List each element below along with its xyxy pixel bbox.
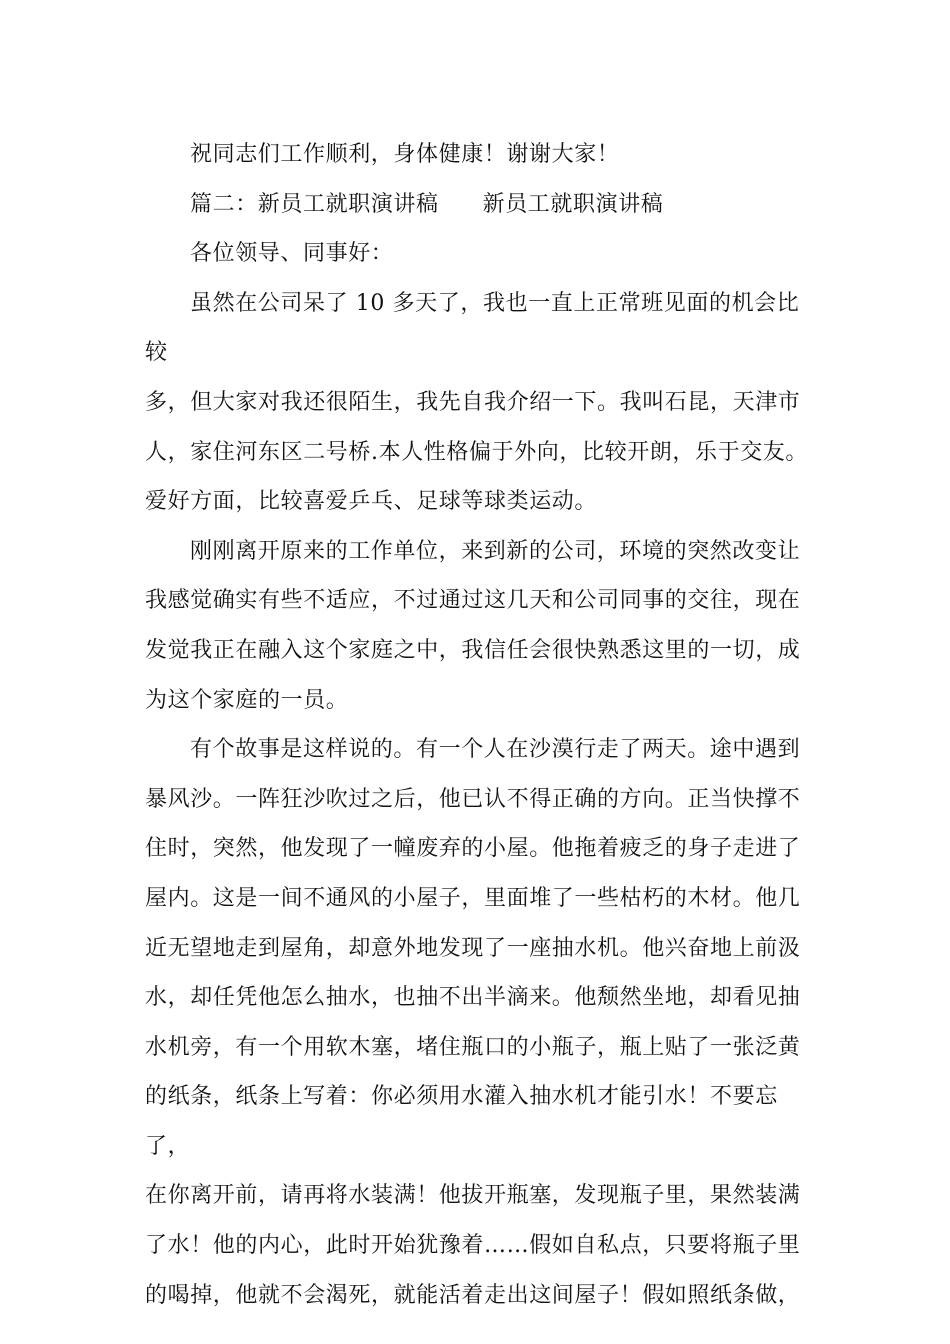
section-heading-title: 篇二：新员工就职演讲稿 bbox=[190, 191, 439, 217]
text-line: 多，但大家对我还很陌生，我先自我介绍一下。我叫石昆，天津市 bbox=[145, 389, 801, 415]
paragraph-story bbox=[145, 725, 817, 1320]
text-line: 的纸条，纸条上写着：你必须用水灌入抽水机才能引水！不要忘了， bbox=[145, 1084, 778, 1159]
text-line: 爱好方面，比较喜爱乒乓、足球等球类运动。 bbox=[145, 489, 598, 515]
paragraph-intro bbox=[145, 279, 817, 527]
text-line: 水，却任凭他怎么抽水，也抽不出半滴来。他颓然坐地，却看见抽 bbox=[145, 985, 801, 1011]
section-heading bbox=[145, 180, 817, 230]
text-line: 发觉我正在融入这个家庭之中，我信任会很快熟悉这里的一切，成 bbox=[145, 637, 801, 663]
text-line: 了水！他的内心，此时开始犹豫着……假如自私点，只要将瓶子里 bbox=[145, 1233, 801, 1259]
text-line: 人，家住河东区二号桥.本人性格偏于外向，比较开朗，乐于交友。 bbox=[145, 439, 808, 465]
text-line: 为这个家庭的一员。 bbox=[145, 687, 349, 713]
text-line: 虽然在公司呆了 10 多天了，我也一直上正常班见面的机会比较 bbox=[145, 290, 800, 366]
closing-line: 祝同志们工作顺利，身体健康！谢谢大家！ bbox=[190, 142, 620, 167]
text-line: 暴风沙。一阵狂沙吹过之后，他已认不得正确的方向。正当快撑不 bbox=[145, 786, 801, 812]
section-heading-subtitle: 新员工就职演讲稿 bbox=[482, 191, 664, 217]
text-line: 的喝掉，他就不会渴死，就能活着走出这间屋子！假如照纸条做， bbox=[145, 1282, 801, 1308]
text-line: 我感觉确实有些不适应，不过通过这几天和公司同事的交往，现在 bbox=[145, 588, 801, 614]
text-line: 住时，突然，他发现了一幢废弃的小屋。他拖着疲乏的身子走进了 bbox=[145, 836, 801, 862]
text-line: 水机旁，有一个用软木塞，堵住瓶口的小瓶子，瓶上贴了一张泛黄 bbox=[145, 1034, 801, 1060]
text-line: 屋内。这是一间不通风的小屋子，里面堆了一些枯朽的木材。他几 bbox=[145, 885, 801, 911]
text-line: 刚刚离开原来的工作单位，来到新的公司，环境的突然改变让 bbox=[190, 538, 801, 564]
text-line: 在你离开前，请再将水装满！他拔开瓶塞，发现瓶子里，果然装满 bbox=[145, 1183, 801, 1209]
greeting: 各位领导、同事好： bbox=[190, 241, 394, 267]
text-line: 近无望地走到屋角，却意外地发现了一座抽水机。他兴奋地上前汲 bbox=[145, 935, 801, 961]
paragraph-new-environment bbox=[145, 527, 817, 725]
text-line: 有个故事是这样说的。有一个人在沙漠行走了两天。途中遇到 bbox=[190, 737, 801, 763]
document-body bbox=[145, 130, 817, 1320]
